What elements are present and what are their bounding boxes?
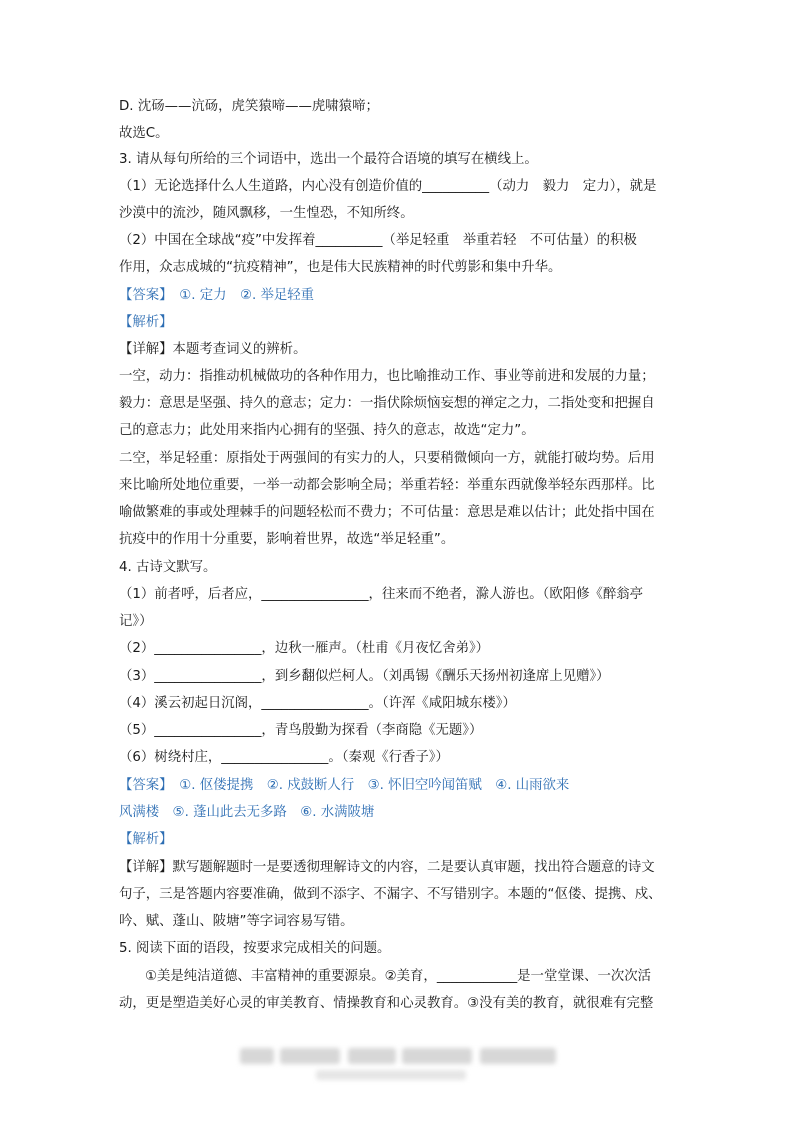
text-line: 毅力：意思是坚强、持久的意志；定力：一指伏除烦恼妄想的禅定之力，二指处变和把握自 [119,396,655,411]
text-line: （4）溪云初起日沉阁，________________。（许浑《咸阳城东楼》） [119,696,516,711]
question-heading: 3. 请从每句所给的三个词语中，选出一个最符合语境的填写在横线上。 [119,152,538,167]
analysis-label: 【解析】 [119,315,173,330]
text-line: 沙漠中的流沙，随风飘移，一生惶恐，不知所终。 [119,206,414,221]
text-line: 来比喻所处地位重要，一举一动都会影响全局；举重若轻：举重东西就像举轻东西那样。比 [119,478,655,493]
text-line: 记》） [119,614,153,629]
text-line: （2）中国在全球战“疫”中发挥着__________（举足轻重 举重若轻 不可估量）的积极 [119,233,637,248]
text-line: （3）________________，到乡翻似烂柯人。（刘禹锡《酬乐天扬州初逢席上见赠》） [119,669,610,684]
text-line: 喻做繁难的事或处理棘手的问题轻松而不费力；不可估量：意思是难以估计；此处指中国在 [119,505,655,520]
text-line: ①美是纯洁道德、丰富精神的重要源泉。②美育，____________是一堂堂课、一次次活 [145,969,652,984]
text-line: 动，更是塑造美好心灵的审美教育、情操教育和心灵教育。③没有美的教育，就很难有完整 [119,996,654,1011]
text-line: 故选C。 [119,126,169,141]
text-line: （2）________________，边秋一雁声。（杜甫《月夜忆舍弟》） [119,641,490,656]
analysis-label: 【解析】 [119,832,173,847]
text-line: 己的意志力；此处用来指内心拥有的坚强、持久的意志，故选“定力”。 [119,423,535,438]
text-line: （1）无论选择什么人生道路，内心没有创造价值的__________（动力 毅力 定力），就是 [119,179,657,194]
detail-line: 【详解】本题考查词义的辨析。 [119,342,307,357]
text-line: D. 沈砀——沆砀，虎笑猿啼——虎啸猿啼； [119,99,379,114]
question-heading: 4. 古诗文默写。 [119,560,217,575]
answer-label: 【答案】 ①. 定力 ②. 举足轻重 [119,288,315,303]
text-line: （6）树绕村庄，________________。（秦观《行香子》） [119,750,449,765]
text-line: 抗疫中的作用十分重要，影响着世界，故选“举足轻重”。 [119,532,455,547]
blurred-footer [240,1048,556,1064]
detail-line: 【详解】默写题解题时一是要透彻理解诗文的内容，二是要认真审题，找出符合题意的诗文 [119,860,655,875]
question-heading: 5. 阅读下面的语段，按要求完成相关的问题。 [119,941,391,956]
text-line: 句子，三是答题内容要准确，做到不添字、不漏字、不写错别字。本题的“伛偻、提携、戍、 [119,887,662,902]
text-line: 作用，众志成城的“抗疫精神”，也是伟大民族精神的时代剪影和集中升华。 [119,260,562,275]
text-line: 吟、赋、蓬山、陂塘”等字词容易写错。 [119,914,354,929]
text-line: 二空，举足轻重：原指处于两强间的有实力的人，只要稍微倾向一方，就能打破均势。后用 [119,451,655,466]
text-line: 一空，动力：指推动机械做功的各种作用力，也比喻推动工作、事业等前进和发展的力量； [119,369,655,384]
answer-label: 【答案】 ①. 伛偻提携 ②. 戍鼓断人行 ③. 怀旧空吟闻笛赋 ④. 山雨欲来 [119,778,570,793]
text-line: （1）前者呼，后者应，________________，往来而不绝者，滁人游也。（欧阳修《醉翁亭 [119,587,644,602]
answer-continuation: 风满楼 ⑤. 蓬山此去无多路 ⑥. 水满陂塘 [119,805,375,820]
text-line: （5）________________，青鸟殷勤为探看（李商隐《无题》） [119,723,483,738]
